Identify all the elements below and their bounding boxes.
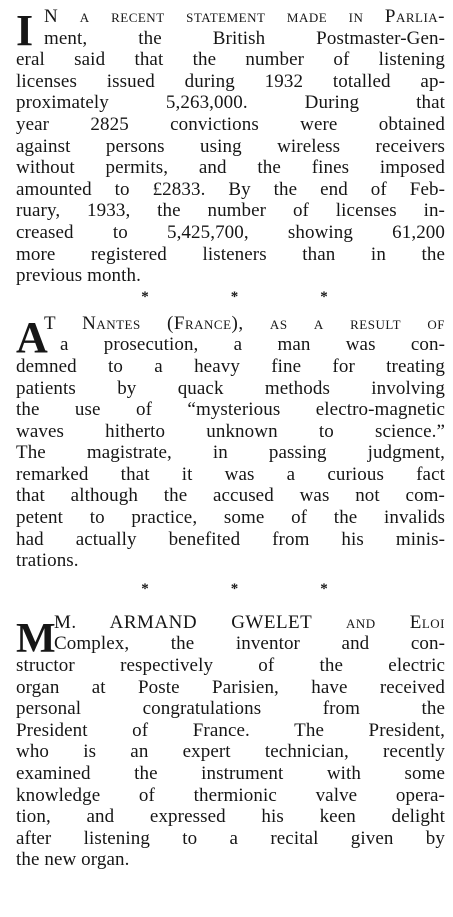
text-line: ruary, 1933, the number of licenses in-	[16, 200, 445, 222]
text-line: against persons using wireless receivers	[16, 135, 445, 157]
separator-asterisk: *	[320, 580, 328, 597]
separator-asterisk: *	[230, 580, 239, 597]
text-line: the new organ.	[16, 849, 130, 871]
text-line: N a recent statement made in Parlia-	[44, 6, 445, 27]
text-line: proximately 5,263,000. During that	[16, 92, 445, 114]
text-line: more registered listeners than in the	[16, 243, 445, 265]
drop-cap: M	[16, 615, 56, 662]
separator-asterisk: *	[141, 580, 149, 597]
text-line: M. ARMAND GWELET and Eloi	[54, 611, 445, 633]
text-line: knowledge of thermionic valve opera-	[16, 784, 445, 806]
text-line: tion, and expressed his keen delight	[16, 806, 445, 828]
drop-cap: A	[16, 312, 48, 362]
drop-cap: I	[16, 6, 34, 55]
paragraph-postmaster-licenses	[16, 6, 445, 287]
text-line: amounted to £2833. By the end of Feb-	[16, 178, 445, 200]
text-line: President of France. The President,	[16, 719, 445, 741]
text-line: licenses issued during 1932 totalled ap-	[16, 70, 445, 92]
text-line: demned to a heavy fine for treating	[16, 355, 445, 377]
text-line: who is an expert technician, recently	[16, 741, 445, 763]
text-line: previous month.	[16, 265, 141, 287]
text-line: ment, the British Postmaster-Gen-	[44, 27, 445, 49]
separator-asterisk: *	[141, 288, 149, 305]
paragraph-electric-organ	[16, 612, 445, 871]
text-line: T Nantes (France), as a result of	[44, 312, 445, 334]
text-line: that although the accused was not com-	[16, 485, 445, 507]
section-separator	[16, 290, 445, 305]
text-line: had actually benefited from his minis-	[16, 528, 445, 550]
separator-asterisk: *	[230, 288, 239, 305]
text-line: waves hitherto unknown to science.”	[16, 420, 445, 442]
text-line: petent to practice, some of the invalids	[16, 507, 445, 529]
section-separator	[16, 582, 445, 597]
text-line: The magistrate, in passing judgment,	[16, 442, 445, 464]
paragraph-nantes-prosecution	[16, 313, 445, 572]
text-line: a prosecution, a man was con-	[60, 334, 445, 356]
text-line: examined the instrument with some	[16, 763, 445, 784]
text-line: personal congratulations from the	[16, 698, 445, 720]
text-line: the use of “mysterious electro-magnetic	[16, 399, 445, 421]
text-line: without permits, and the fines imposed	[16, 157, 445, 179]
text-line: patients by quack methods involving	[16, 377, 445, 399]
text-line: structor respectively of the electric	[16, 655, 445, 677]
text-line: trations.	[16, 550, 79, 572]
text-line: organ at Poste Parisien, have received	[16, 676, 445, 698]
text-line: creased to 5,425,700, showing 61,200	[16, 221, 445, 243]
text-line: remarked that it was a curious fact	[16, 463, 445, 485]
text-line: after listening to a recital given by	[16, 827, 445, 849]
text-line: Complex, the inventor and con-	[54, 633, 445, 655]
text-line: eral said that the number of listening	[16, 49, 445, 71]
text-line: year 2825 convictions were obtained	[16, 113, 445, 135]
separator-asterisk: *	[320, 288, 328, 305]
